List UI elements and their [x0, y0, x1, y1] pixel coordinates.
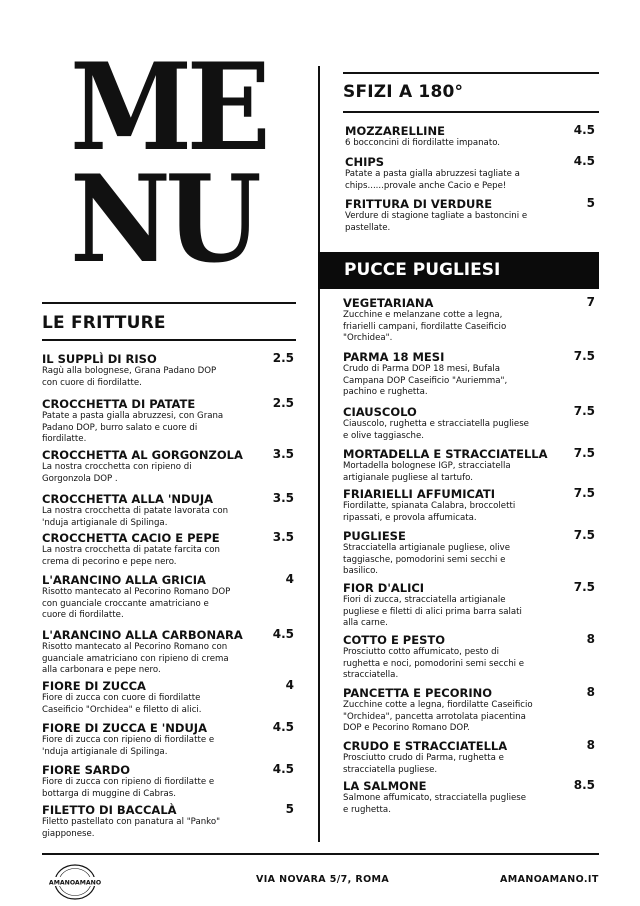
section-title-sfizi: SFIZI A 180°	[343, 82, 464, 102]
menu-item-price: 7.5	[573, 446, 595, 460]
menu-item-description: Patate a pasta gialla abruzzesi tagliate a chips......provale anche Cacio e Pepe!	[345, 169, 520, 191]
menu-item-price: 7.5	[573, 528, 595, 542]
menu-item-price: 8	[586, 632, 595, 646]
menu-item-price: 7.5	[573, 404, 595, 418]
menu-title-line-1: ME	[70, 37, 266, 178]
section-header-pucce	[318, 252, 599, 289]
footer-address: VIA NOVARA 5/7, ROMA	[256, 874, 390, 885]
menu-item-description: Patate a pasta gialla abruzzesi, con Grana Padano DOP, burro salato e cuore di fiordilatte.	[42, 411, 224, 444]
menu-item-description: 6 bocconcini di fiordilatte impanato.	[345, 138, 501, 148]
menu-item-name: PARMA 18 MESI	[343, 350, 445, 364]
menu-item-price: 7.5	[573, 580, 595, 594]
menu-item-name: CIAUSCOLO	[343, 405, 417, 419]
logo-text: AMANOAMANO	[48, 879, 102, 887]
menu-item-name: FRIARIELLI AFFUMICATI	[343, 487, 496, 501]
footer-rule	[42, 853, 599, 855]
menu-item-name: MOZZARELLINE	[345, 124, 445, 138]
menu-item-name: CROCCHETTA ALLA 'NDUJA	[42, 492, 214, 506]
menu-item-description: Fiore di zucca con ripieno di fiordilatte e 'nduja artigianale di Spilinga.	[42, 735, 215, 757]
menu-item-description: Prosciutto cotto affumicato, pesto di rughetta e noci, pomodorini semi secchi e stracciatella.	[343, 647, 525, 680]
menu-item-name: MORTADELLA E STRACCIATELLA	[343, 447, 548, 461]
menu-item-name: COTTO E PESTO	[343, 633, 445, 647]
menu-item-name: FILETTO DI BACCALÀ	[42, 803, 177, 817]
menu-item-name: CROCCHETTA AL GORGONZOLA	[42, 448, 243, 462]
menu-item-name: CROCCHETTA DI PATATE	[42, 397, 196, 411]
left-section-top-rule	[42, 302, 296, 304]
menu-item-description: Ciauscolo, rughetta e stracciatella pugliese e olive taggiasche.	[343, 419, 529, 441]
menu-item-description: Salmone affumicato, stracciatella pugliese e rughetta.	[343, 793, 527, 815]
menu-item-price: 3.5	[272, 491, 294, 505]
menu-title-line-2: NU	[70, 149, 257, 290]
menu-item-description: Fiore di zucca con ripieno di fiordilatte e bottarga di muggine di Cabras.	[42, 777, 215, 799]
menu-item-price: 8	[586, 685, 595, 699]
menu-item-price: 7	[586, 295, 595, 309]
menu-item-description: Risotto mantecato al Pecorino Romano con guanciale amatriciano con ripieno di crema alla carbonara e pepe nero.	[42, 642, 229, 675]
menu-item-price: 4.5	[272, 720, 294, 734]
menu-item-price: 8	[586, 738, 595, 752]
menu-item-name: FIORE SARDO	[42, 763, 130, 777]
menu-item-price: 5	[285, 802, 294, 816]
menu-item-name: CROCCHETTA CACIO E PEPE	[42, 531, 220, 545]
menu-item-price: 7.5	[573, 349, 595, 363]
menu-item-description: Crudo di Parma DOP 18 mesi, Bufala Campana DOP Caseificio "Auriemma", pachino e rughetta.	[343, 364, 508, 397]
menu-item-price: 4.5	[573, 123, 595, 137]
menu-item-price: 4.5	[272, 627, 294, 641]
menu-item-description: La nostra crocchetta con ripieno di Gorgonzola DOP .	[42, 462, 192, 484]
menu-item-price: 4.5	[272, 762, 294, 776]
section-title-fritture: LE FRITTURE	[42, 313, 166, 333]
menu-item-name: L'ARANCINO ALLA GRICIA	[42, 573, 206, 587]
menu-item-description: Fiordilatte, spianata Calabra, broccoletti ripassati, e provola affumicata.	[343, 501, 516, 523]
menu-item-description: Prosciutto crudo di Parma, rughetta e stracciatella pugliese.	[343, 753, 504, 775]
menu-item-name: IL SUPPLÌ DI RISO	[42, 352, 157, 366]
menu-item-name: FRITTURA DI VERDURE	[345, 197, 493, 211]
menu-item-name: LA SALMONE	[343, 779, 427, 793]
menu-item-name: CRUDO E STRACCIATELLA	[343, 739, 508, 753]
menu-item-name: VEGETARIANA	[343, 296, 434, 310]
menu-item-description: La nostra crocchetta di patate farcita con crema di pecorino e pepe nero.	[42, 545, 220, 567]
menu-item-name: PUGLIESE	[343, 529, 406, 543]
menu-item-description: Zucchine e melanzane cotte a legna, friarielli campani, fiordilatte Caseificio "Orchidea".	[343, 310, 507, 343]
menu-item-description: Zucchine cotte a legna, fiordilatte Caseificio "Orchidea", pancetta arrotolata piacentina DOP e Pecorino Romano DOP.	[343, 700, 533, 733]
menu-item-description: Verdure di stagione tagliate a bastoncini e pastellate.	[345, 211, 528, 233]
menu-item-price: 2.5	[272, 396, 294, 410]
section-title-pucce: PUCCE PUGLIESI	[344, 260, 501, 280]
menu-item-name: L'ARANCINO ALLA CARBONARA	[42, 628, 243, 642]
menu-item-price: 7.5	[573, 486, 595, 500]
menu-item-description: La nostra crocchetta di patate lavorata con 'nduja artigianale di Spilinga.	[42, 506, 229, 528]
menu-item-description: Ragù alla bolognese, Grana Padano DOP con cuore di fiordilatte.	[42, 366, 217, 388]
left-section-bottom-rule	[42, 339, 296, 341]
menu-item-price: 3.5	[272, 447, 294, 461]
menu-item-name: FIORE DI ZUCCA E 'NDUJA	[42, 721, 207, 735]
menu-item-description: Risotto mantecato al Pecorino Romano DOP con guanciale croccante amatriciano e cuore di fiordilatte.	[42, 587, 231, 620]
menu-item-description: Filetto pastellato con panatura al "Panko" giapponese.	[42, 817, 221, 839]
menu-item-name: CHIPS	[345, 155, 385, 169]
menu-item-price: 3.5	[272, 530, 294, 544]
menu-item-name: PANCETTA E PECORINO	[343, 686, 493, 700]
right-top-section-top-rule	[343, 72, 599, 74]
menu-item-price: 4	[285, 678, 294, 692]
menu-item-description: Mortadella bolognese IGP, stracciatella artigianale pugliese al tartufo.	[343, 461, 511, 483]
menu-item-price: 8.5	[573, 778, 595, 792]
menu-item-price: 2.5	[272, 351, 294, 365]
menu-item-price: 4.5	[573, 154, 595, 168]
menu-item-price: 5	[586, 196, 595, 210]
menu-item-name: FIOR D'ALICI	[343, 581, 425, 595]
menu-item-description: Fiore di zucca con cuore di fiordilatte Caseificio "Orchidea" e filetto di alici.	[42, 693, 202, 715]
menu-item-name: FIORE DI ZUCCA	[42, 679, 146, 693]
footer-website: AMANOAMANO.IT	[500, 874, 599, 885]
menu-item-description: Stracciatella artigianale pugliese, olive taggiasche, pomodorini semi secchi e basilico.	[343, 543, 510, 576]
column-divider	[318, 66, 320, 842]
menu-item-price: 4	[285, 572, 294, 586]
menu-item-description: Fiori di zucca, stracciatella artigianale pugliese e filetti di alici prima barra salati alla carne.	[343, 595, 522, 628]
amanoamano-logo	[48, 862, 102, 902]
right-top-section-bottom-rule	[343, 111, 599, 113]
